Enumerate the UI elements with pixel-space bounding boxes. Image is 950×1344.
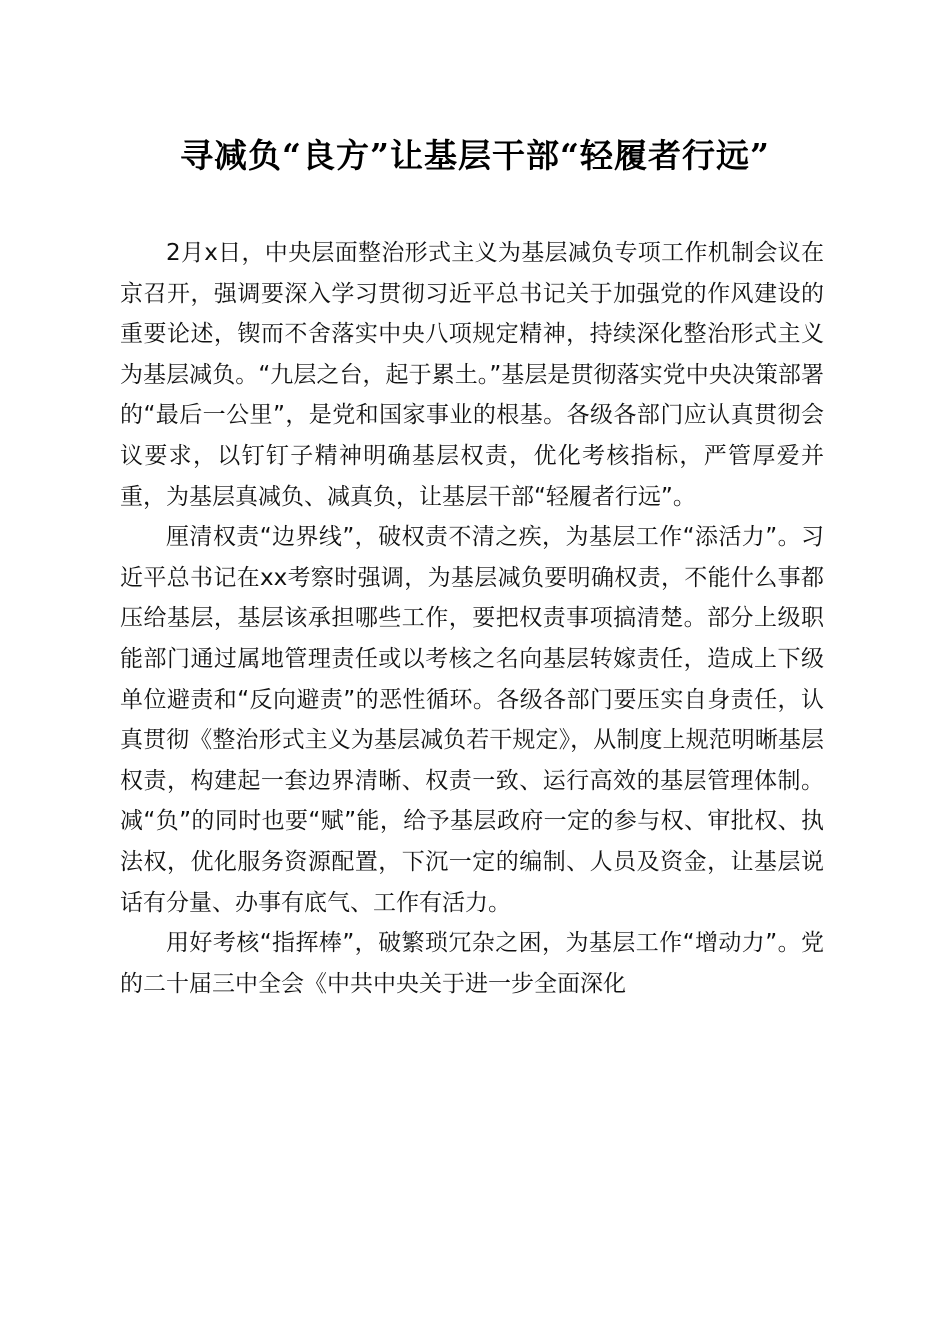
paragraph-3: 用好考核“指挥棒”，破繁琐冗杂之困，为基层工作“增动力”。党的二十届三中全会《中共中央关于进一步全面深化 bbox=[120, 930, 824, 997]
document-title: 寻减负“良方”让基层干部“轻履者行远” bbox=[180, 136, 770, 175]
paragraph-2: 厘清权责“边界线”，破权责不清之疾，为基层工作“添活力”。习近平总书记在xx考察时强调，为基层减负要明确权责，不能什么事都压给基层，基层该承担哪些工作，要把权责事项搞清楚。部分上级职能部门通过属地管理责任或以考核之名向基层转嫁责任，造成上下级单位避责和“反向避责”的恶性循环。各级各部门要压实自身责任，认真贯彻《整治形式主义为基层减负若干规定》，从制度上规范明晰基层权责，构建起一套边界清晰、权责一致、运行高效的基层管理体制。减“负”的同时也要“赋”能，给予基层政府一定的参与权、审批权、执法权，优化服务资源配置，下沉一定的编制、人员及资金，让基层说话有分量、办事有底气、工作有活力。 bbox=[120, 524, 824, 916]
document-body bbox=[120, 233, 824, 1004]
paragraph-1: 2月x日，中央层面整治形式主义为基层减负专项工作机制会议在京召开，强调要深入学习贯彻习近平总书记关于加强党的作风建设的重要论述，锲而不舍落实中央八项规定精神，持续深化整治形式主义为基层减负。“九层之台，起于累土。”基层是贯彻落实党中央决策部署的“最后一公里”，是党和国家事业的根基。各级各部门应认真贯彻会议要求，以钉钉子精神明确基层权责，优化考核指标，严管厚爱并重，为基层真减负、减真负，让基层干部“轻履者行远”。 bbox=[120, 240, 824, 510]
